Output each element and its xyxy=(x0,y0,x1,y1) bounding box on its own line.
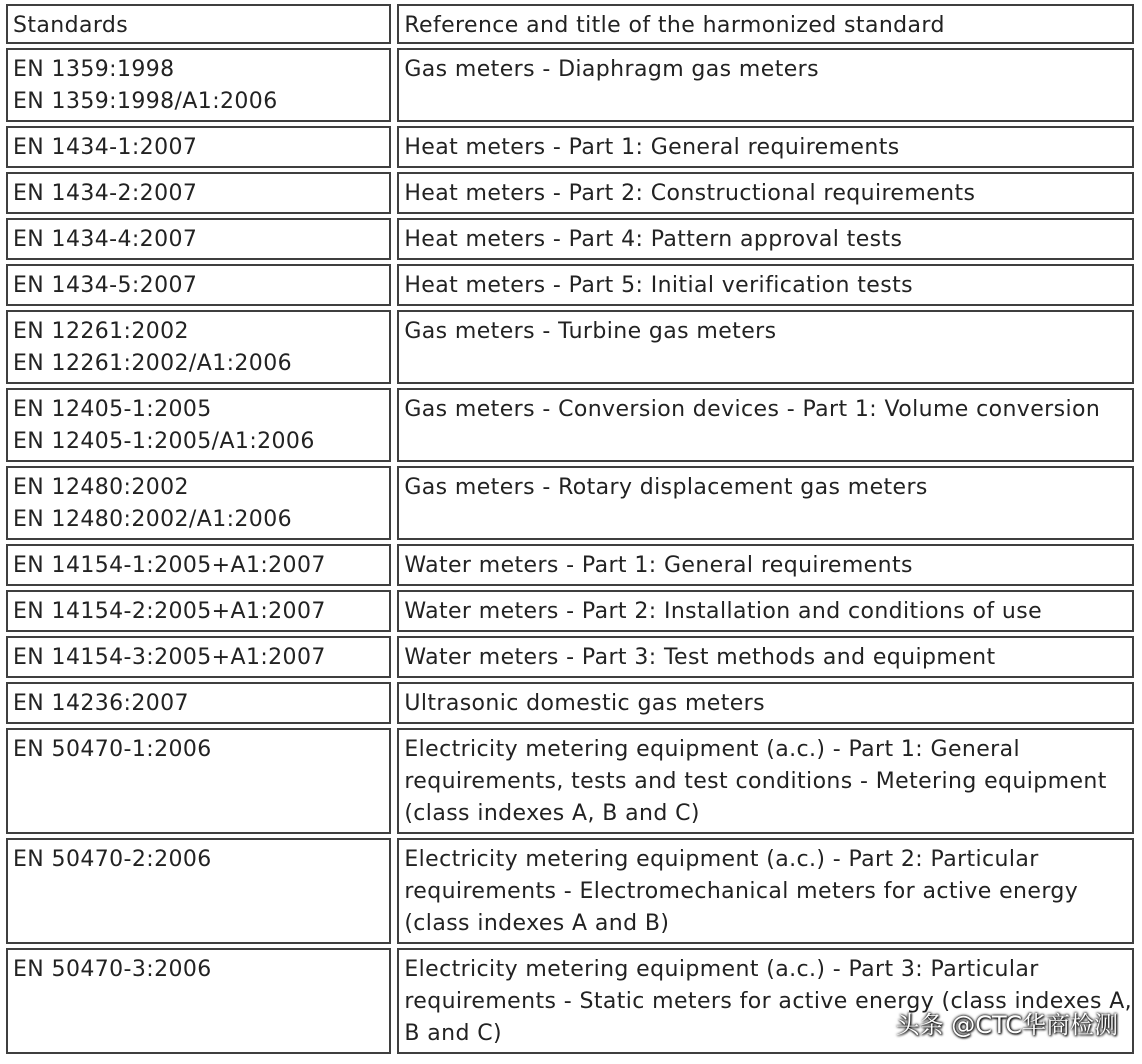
standard-title-line: Gas meters - Diaphragm gas meters xyxy=(404,57,819,82)
header-reference-title: Reference and title of the harmonized standard xyxy=(397,4,1134,44)
standard-code-cell xyxy=(6,544,391,586)
table-row xyxy=(6,682,1134,724)
standard-code-cell xyxy=(6,48,391,122)
standard-title-line: Heat meters - Part 2: Constructional requirements xyxy=(404,181,976,206)
table-row xyxy=(6,948,1134,1054)
standards-table xyxy=(6,4,1134,1058)
standard-title-line: Electricity metering equipment (a.c.) - Part 3: Particular xyxy=(404,957,1039,982)
standard-title-line: Electricity metering equipment (a.c.) - Part 1: General xyxy=(404,737,1021,762)
standard-title-cell xyxy=(397,172,1134,214)
standard-title-cell xyxy=(397,590,1134,632)
standard-code: EN 50470-2:2006 xyxy=(13,847,212,872)
header-standards: Standards xyxy=(6,4,391,44)
table-row xyxy=(6,838,1134,944)
standard-title-cell xyxy=(397,264,1134,306)
standard-title-line: (class indexes A, B and C) xyxy=(404,801,700,826)
standard-code: EN 1434-1:2007 xyxy=(13,135,198,160)
standard-title-cell xyxy=(397,682,1134,724)
standard-title-line: Ultrasonic domestic gas meters xyxy=(404,691,765,716)
standard-code-cell xyxy=(6,466,391,540)
table-row xyxy=(6,544,1134,586)
standard-code-cell xyxy=(6,838,391,944)
standard-code-cell xyxy=(6,728,391,834)
standard-code: EN 12480:2002/A1:2006 xyxy=(13,507,292,532)
standard-code-cell xyxy=(6,264,391,306)
standard-code: EN 12261:2002/A1:2006 xyxy=(13,351,292,376)
table-row xyxy=(6,218,1134,260)
standard-code: EN 50470-3:2006 xyxy=(13,957,212,982)
standard-code: EN 12261:2002 xyxy=(13,319,189,344)
standard-title-cell xyxy=(397,728,1134,834)
standard-code-cell xyxy=(6,218,391,260)
standard-title-cell xyxy=(397,310,1134,384)
standard-code-cell xyxy=(6,636,391,678)
standard-title-cell xyxy=(397,388,1134,462)
standard-title-line: Gas meters - Conversion devices - Part 1: Volume conversion xyxy=(404,397,1101,422)
standard-code-cell xyxy=(6,682,391,724)
standard-title-cell xyxy=(397,636,1134,678)
standard-code: EN 50470-1:2006 xyxy=(13,737,212,762)
standard-code: EN 1434-5:2007 xyxy=(13,273,198,298)
standard-title-line: Water meters - Part 3: Test methods and equipment xyxy=(404,645,996,670)
standard-code: EN 14154-2:2005+A1:2007 xyxy=(13,599,326,624)
standard-code: EN 1359:1998 xyxy=(13,57,175,82)
standard-title-cell xyxy=(397,218,1134,260)
standard-title-line: (class indexes A and B) xyxy=(404,911,670,936)
standard-title-line: Water meters - Part 2: Installation and conditions of use xyxy=(404,599,1043,624)
standard-title-cell xyxy=(397,466,1134,540)
standard-title-line: Heat meters - Part 1: General requirements xyxy=(404,135,900,160)
standard-code-cell xyxy=(6,172,391,214)
table-header-row xyxy=(6,4,1134,44)
table-body xyxy=(6,48,1134,1054)
table-row xyxy=(6,264,1134,306)
table-row xyxy=(6,728,1134,834)
standard-title-cell xyxy=(397,948,1134,1054)
table-row xyxy=(6,466,1134,540)
standard-code: EN 14154-1:2005+A1:2007 xyxy=(13,553,326,578)
table-row xyxy=(6,590,1134,632)
watermark-text: 头条 @CTC华商检测 xyxy=(895,1010,1118,1039)
table-row xyxy=(6,172,1134,214)
standard-title-line: requirements - Static meters for active energy (class indexes A, xyxy=(404,989,1133,1014)
standard-title-cell xyxy=(397,838,1134,944)
standard-code: EN 12405-1:2005/A1:2006 xyxy=(13,429,315,454)
standard-code-cell xyxy=(6,126,391,168)
standard-title-cell xyxy=(397,544,1134,586)
standard-title-line: Gas meters - Rotary displacement gas meters xyxy=(404,475,928,500)
standard-code: EN 14236:2007 xyxy=(13,691,189,716)
standard-title-line: B and C) xyxy=(404,1021,502,1046)
standard-title-line: Water meters - Part 1: General requirements xyxy=(404,553,913,578)
table-row xyxy=(6,310,1134,384)
standard-code: EN 12480:2002 xyxy=(13,475,189,500)
standard-code: EN 12405-1:2005 xyxy=(13,397,212,422)
standard-code: EN 1359:1998/A1:2006 xyxy=(13,89,278,114)
standard-title-cell xyxy=(397,48,1134,122)
standard-title-line: Gas meters - Turbine gas meters xyxy=(404,319,777,344)
standard-title-line: Electricity metering equipment (a.c.) - Part 2: Particular xyxy=(404,847,1039,872)
table-row xyxy=(6,636,1134,678)
standard-title-line: requirements, tests and test conditions - Metering equipment xyxy=(404,769,1107,794)
table-row xyxy=(6,388,1134,462)
standard-code: EN 14154-3:2005+A1:2007 xyxy=(13,645,326,670)
standard-code: EN 1434-4:2007 xyxy=(13,227,198,252)
standard-code-cell xyxy=(6,948,391,1054)
standard-title-line: Heat meters - Part 5: Initial verification tests xyxy=(404,273,913,298)
table-row xyxy=(6,48,1134,122)
standard-code-cell xyxy=(6,590,391,632)
standard-code: EN 1434-2:2007 xyxy=(13,181,198,206)
standard-code-cell xyxy=(6,388,391,462)
standard-code-cell xyxy=(6,310,391,384)
standard-title-line: Heat meters - Part 4: Pattern approval tests xyxy=(404,227,903,252)
table-row xyxy=(6,126,1134,168)
standard-title-cell xyxy=(397,126,1134,168)
standard-title-line: requirements - Electromechanical meters for active energy xyxy=(404,879,1079,904)
